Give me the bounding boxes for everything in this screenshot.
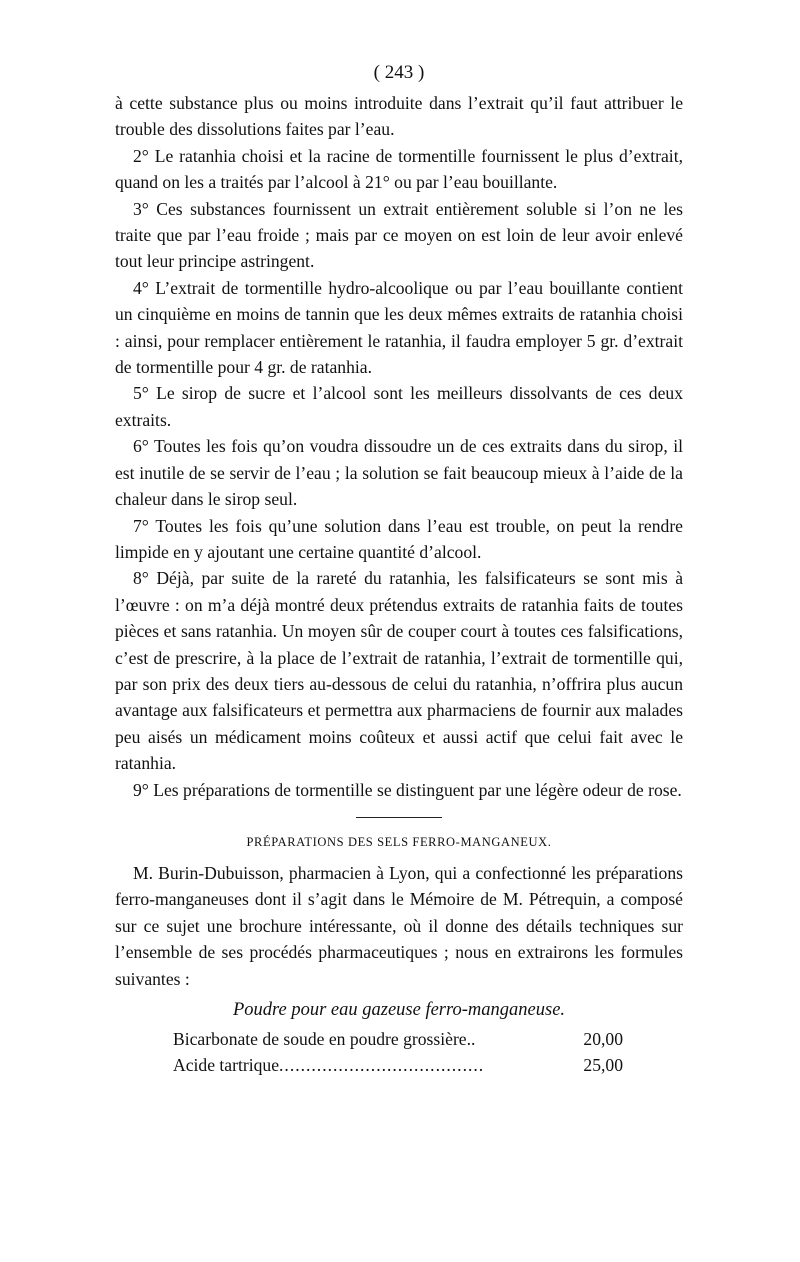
paragraph-point-8: 8° Déjà, par suite de la rareté du ratanhia, les falsificateurs se sont mis à l’œuvre : on m’a déjà montré deux prétendus extraits de ratanhia faits de toutes pièces et sans ratanhia. Un moyen sûr de couper court à toutes ces falsifications, c’est de prescrire, à la place de l’extrait de ratanhia, l’extrait de tormentille qui, par son prix des deux tiers au-dessous de celui du ratanhia, n’offrira plus aucun avantage aux falsificateurs et permettra aux pharmaciens de fournir aux malades peu aisés un médicament moins coûteux et aussi actif que celui fait avec le ratanhia. — [115, 568, 683, 774]
paragraph-point-6: 6° Toutes les fois qu’on voudra dissoudre un de ces extraits dans du sirop, il est inutile de se servir de l’eau ; la solution se fait beaucoup mieux à l’aide de la chaleur dans le sirop seul. — [115, 436, 683, 510]
recipe-item-name: Bicarbonate de soude en poudre grossière. — [173, 1029, 472, 1049]
paragraph-point-9: 9° Les préparations de tormentille se distinguent par une légère odeur de rose. — [133, 779, 682, 800]
section-divider — [356, 817, 442, 818]
recipe-item-quantity: 25,00 — [583, 1055, 623, 1075]
book-page — [115, 58, 683, 1078]
paragraph-point-3: 3° Ces substances fournissent un extrait entièrement soluble si l’on ne les traite que par l’eau froide ; mais par ce moyen on est loin de leur avoir enlevé tout leur principe astringent. — [115, 198, 683, 272]
body-text — [115, 90, 683, 803]
page-number: ( 243 ) — [373, 62, 425, 83]
paragraph-point-5: 5° Le sirop de sucre et l’alcool sont les meilleurs dissolvants de ces deux extraits. — [115, 383, 683, 430]
recipe-item-leader: . — [471, 1029, 477, 1049]
paragraph-continuation: à cette substance plus ou moins introduite dans l’extrait qu’il faut attribuer le trouble des dissolutions faites par l’eau. — [115, 93, 683, 140]
section-heading: PRÉPARATIONS DES SELS FERRO-MANGANEUX. — [246, 834, 552, 849]
paragraph-point-4: 4° L’extrait de tormentille hydro-alcoolique ou par l’eau bouillante contient un cinquième en moins de tannin que les deux mêmes extraits de ratanhia choisi : ainsi, pour remplacer entièrement le ratanhia, il faudra employer 5 gr. d’extrait de tormentille pour 4 gr. de ratanhia. — [115, 277, 683, 378]
recipe-item — [115, 1052, 683, 1078]
recipe-item-quantity: 20,00 — [583, 1029, 623, 1049]
paragraph-point-2: 2° Le ratanhia choisi et la racine de tormentille fournissent le plus d’extrait, quand on les a traités par l’alcool à 21° ou par l’eau bouillante. — [115, 145, 683, 193]
paragraph-point-7: 7° Toutes les fois qu’une solution dans l’eau est trouble, on peut la rendre limpide en y ajoutant une certaine quantité d’alcool. — [115, 515, 683, 562]
section-paragraph: M. Burin-Dubuisson, pharmacien à Lyon, qui a confectionné les préparations ferro-manganeuses dont il s’agit dans le Mémoire de M. Pétrequin, a composé sur ce sujet une brochure intéressante, où il donne des détails techniques sur l’ensemble de ses procédés pharmaceutiques ; nous en extrairons les formules suivantes : — [115, 862, 683, 989]
recipe-item — [115, 1026, 683, 1052]
recipe-item-leader: ...................................... — [279, 1055, 485, 1075]
section-body — [115, 860, 683, 992]
recipe-title: Poudre pour eau gazeuse ferro-manganeuse. — [232, 1000, 566, 1020]
recipe-item-name: Acide tartrique — [173, 1055, 280, 1075]
